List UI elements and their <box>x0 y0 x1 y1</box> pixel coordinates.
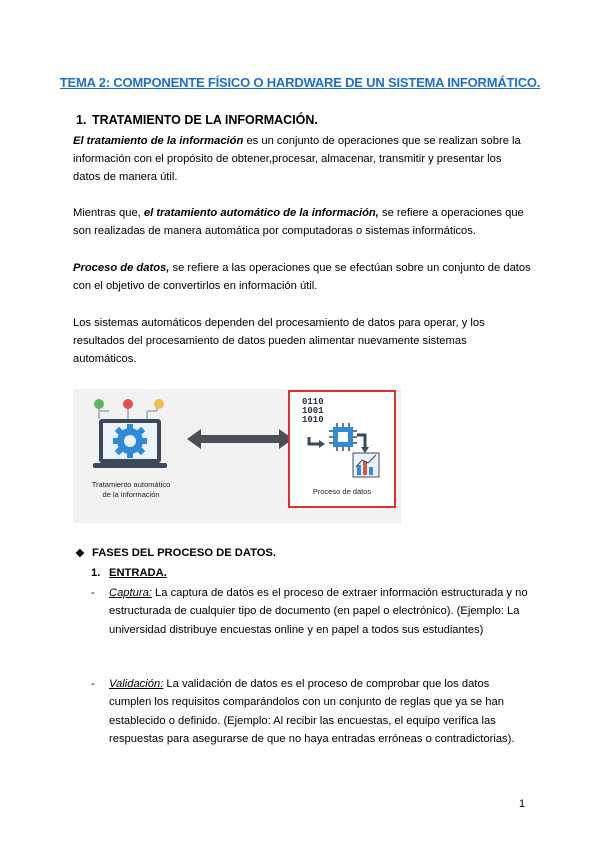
section-heading <box>76 113 318 127</box>
entrada-number: 1. <box>91 567 101 579</box>
document-title: TEMA 2: COMPONENTE FÍSICO O HARDWARE DE UN SISTEMA INFORMÁTICO. <box>59 75 541 90</box>
binary-digits <box>302 398 324 425</box>
term-automatico: el tratamiento automático de la información, <box>143 207 379 219</box>
entrada-heading <box>91 567 167 579</box>
term-validacion: Validación: <box>109 678 164 690</box>
diamond-bullet-icon: ❖ <box>75 548 85 560</box>
list-item-text: La validación de datos es el proceso de comprobar que los datos cumplen los requisitos comparándolos con un conjunto de reglas que ya se han establecido o definido. (Ejemplo: Al recibir las encuestas, el equipo verifica las respuestas para asegurarse de que no haya entradas erróneas o contradictorias). <box>109 678 515 746</box>
list-item <box>91 675 529 749</box>
list-item-text: La captura de datos es el proceso de extraer información estructurada y no estructurada de cualquier tipo de documento (en papel o electrónico). (Ejemplo: La universidad distribuye encuestas online y en papel a todos sus estudiantes) <box>109 587 528 636</box>
paragraph-proceso <box>73 259 531 295</box>
left-diagram-label <box>75 480 187 500</box>
paragraph-sistemas: Los sistemas automáticos dependen del procesamiento de datos para operar, y los resultados del procesamiento de datos pueden alimentar nuevamente sistemas automáticos. <box>73 317 485 366</box>
phases-title: FASES DEL PROCESO DE DATOS. <box>92 547 277 559</box>
process-diagram <box>73 389 401 523</box>
bar-chart-icon <box>353 453 379 477</box>
paragraph-text: se refiere a operaciones que son realizadas de manera automática por computadoras o sistemas informáticos. <box>73 207 524 238</box>
label-line: de la información <box>102 490 160 499</box>
section-title: TRATAMIENTO DE LA INFORMACIÓN. <box>92 113 318 127</box>
paragraph-automatic <box>73 204 531 240</box>
diagram-illustration <box>73 389 401 523</box>
laptop-gear-icon <box>93 419 167 468</box>
page-number: 1 <box>519 798 526 810</box>
term-tratamiento: El tratamiento de la información <box>73 135 244 147</box>
double-arrow-icon <box>187 429 293 449</box>
section-number: 1. <box>76 113 87 127</box>
right-diagram-label: Proceso de datos <box>312 487 372 496</box>
paragraph-text: se refiere a las operaciones que se efectúan sobre un conjunto de datos con el objetivo de convertirlos en información útil. <box>73 262 531 293</box>
paragraph-definition <box>73 132 531 187</box>
label-line: Tratamiento automático <box>91 480 171 489</box>
list-dash: - <box>91 587 95 599</box>
binary-row: 0110 <box>302 397 324 407</box>
list-dash: - <box>91 678 95 690</box>
paragraph-prefix: Mientras que, <box>73 207 144 219</box>
term-proceso: Proceso de datos, <box>73 262 170 274</box>
entrada-title: ENTRADA. <box>109 567 167 579</box>
binary-row: 1001 <box>302 406 324 416</box>
status-dots-icon <box>94 399 164 419</box>
list-item <box>91 584 529 639</box>
term-captura: Captura: <box>109 587 152 599</box>
chip-icon <box>329 423 357 451</box>
phases-heading <box>75 547 277 560</box>
paragraph-text: es un conjunto de operaciones que se realizan sobre la información con el propósito de obtener,procesar, almacenar, transmitir y presentar los datos de manera útil. <box>73 135 521 184</box>
binary-row: 1010 <box>302 415 324 425</box>
